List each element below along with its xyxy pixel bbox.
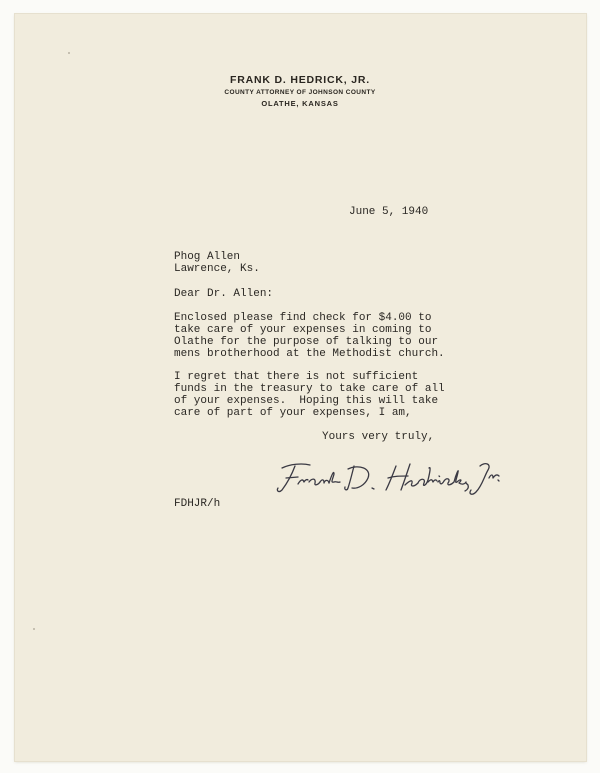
letterhead-city: OLATHE, KANSAS bbox=[261, 99, 339, 108]
paragraph-2-line: care of part of your expenses, I am, bbox=[174, 407, 412, 419]
paragraph-1-line: take care of your expenses in coming to bbox=[174, 324, 432, 336]
recipient-name: Phog Allen bbox=[174, 251, 241, 263]
handwritten-signature bbox=[268, 452, 508, 500]
paragraph-1-line: Enclosed please find check for $4.00 to bbox=[174, 312, 432, 324]
reference-initials: FDHJR/h bbox=[174, 498, 221, 510]
letterhead-title: COUNTY ATTORNEY OF JOHNSON COUNTY bbox=[224, 89, 376, 96]
closing: Yours very truly, bbox=[322, 431, 435, 443]
letterhead-name: FRANK D. HEDRICK, JR. bbox=[230, 74, 370, 86]
paper-speck bbox=[33, 628, 35, 630]
paragraph-1-line: Olathe for the purpose of talking to our bbox=[174, 336, 439, 348]
salutation: Dear Dr. Allen: bbox=[174, 288, 274, 300]
recipient-city: Lawrence, Ks. bbox=[174, 263, 260, 275]
paragraph-1-line: mens brotherhood at the Methodist church. bbox=[174, 348, 445, 360]
paragraph-2-line: I regret that there is not sufficient bbox=[174, 371, 419, 383]
paragraph-2-line: of your expenses. Hoping this will take bbox=[174, 395, 439, 407]
letter-date: June 5, 1940 bbox=[349, 206, 429, 218]
paragraph-2-line: funds in the treasury to take care of all bbox=[174, 383, 445, 395]
paper-speck bbox=[68, 52, 70, 54]
